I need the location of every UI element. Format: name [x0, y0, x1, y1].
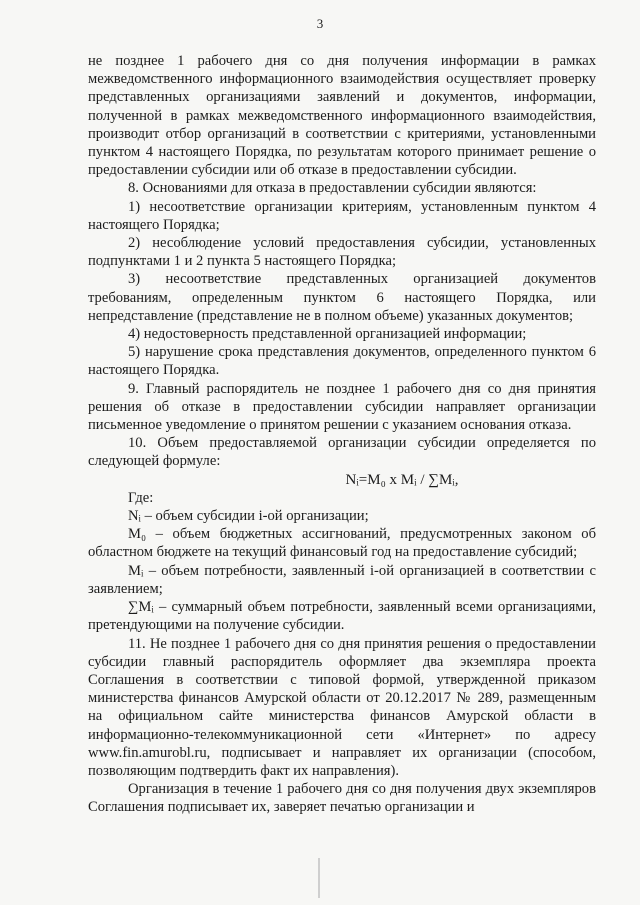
- paragraph: не позднее 1 рабочего дня со дня получения информации в рамках межведомственного информационного взаимодействия осуществляет проверку представленных организациями заявлений и документов, информации, полученной в рамках межведомственного информационного взаимодействия, производит отбор организаций в соответствии с критериями, установленными пунктом 4 настоящего Порядка, по результатам которого принимает решение о предоставлении субсидии или об отказе в предоставлении субсидии.: [88, 53, 596, 179]
- list-item: 5) нарушение срока представления документов, определенного пунктом 6 настоящего Порядка.: [88, 344, 596, 379]
- list-item: 4) недостоверность представленной организацией информации;: [128, 326, 527, 343]
- paragraph: 10. Объем предоставляемой организации субсидии определяется по следующей формуле:: [88, 435, 596, 470]
- subsidy-formula: Nᵢ=M₀ x Mᵢ / ∑Mᵢ,: [345, 471, 459, 488]
- definition-item: Nᵢ – объем субсидии i-ой организации;: [128, 508, 369, 525]
- definition-item: M₀ – объем бюджетных ассигнований, предусмотренных законом об областном бюджете на текущий финансовый год на предоставление субсидий;: [88, 526, 596, 561]
- where-label: Где:: [128, 489, 154, 506]
- paragraph: 8. Основаниями для отказа в предоставлении субсидии являются:: [128, 180, 537, 197]
- document-body: [88, 52, 596, 817]
- paragraph: 11. Не позднее 1 рабочего дня со дня принятия решения о предоставлении субсидии главный распорядитель оформляет два экземпляра проекта Соглашения в соответствии с типовой формой, утвержденной приказом министерства финансов Амурской области от 20.12.2017 № 289, размещенным на официальном сайте министерства финансов Амурской области в информационно-телекоммуникационной сети «Интернет» по адресу www.fin.amurobl.ru, подписывает и направляет их организации (способом, позволяющим подтвердить факт их направления).: [88, 635, 596, 779]
- paragraph: Организация в течение 1 рабочего дня со дня получения двух экземпляров Соглашения подписывает их, заверяет печатью организации и: [88, 781, 596, 816]
- page-number: 3: [316, 16, 324, 31]
- definition-item: ∑Mᵢ – суммарный объем потребности, заявленный всеми организациями, претендующими на получение субсидии.: [88, 599, 596, 634]
- definition-item: Mᵢ – объем потребности, заявленный i-ой организацией в соответствии с заявлением;: [88, 562, 596, 597]
- paragraph: 9. Главный распорядитель не позднее 1 рабочего дня со дня принятия решения об отказе в предоставлении субсидии направляет организации письменное уведомление о принятом решении с указанием основания отказа.: [88, 380, 596, 434]
- list-item: 3) несоответствие представленных организацией документов требованиям, определенным пунктом 6 настоящего Порядка, или непредставление (представление не в полном объеме) указанных документов;: [88, 271, 596, 324]
- list-item: 2) несоблюдение условий предоставления субсидии, установленных подпунктами 1 и 2 пункта 5 настоящего Порядка;: [88, 235, 596, 270]
- scan-artifact-line: [318, 858, 320, 898]
- list-item: 1) несоответствие организации критериям, установленным пунктом 4 настоящего Порядка;: [88, 198, 596, 233]
